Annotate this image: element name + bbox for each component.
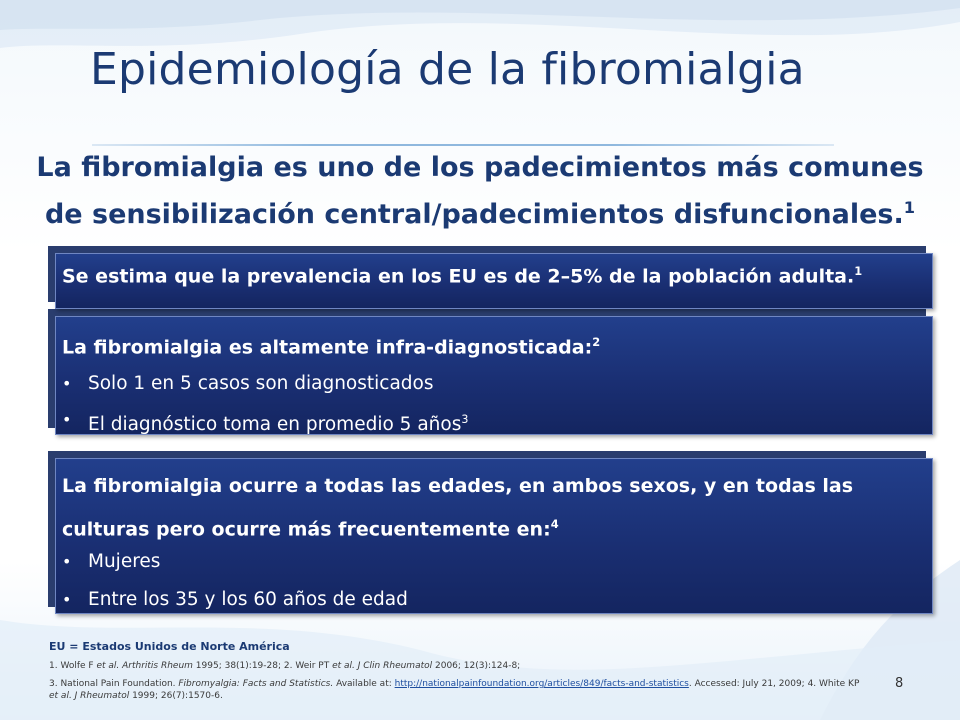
underdiagnosis-list: [62, 366, 468, 443]
list-item: [62, 581, 408, 619]
underdiagnosis-heading-text: La fibromialgia es altamente infra-diagnosticada:: [62, 336, 593, 359]
underdiagnosis-heading-ref: 2: [592, 335, 601, 349]
list-item-text: Solo 1 en 5 casos son diagnosticados: [88, 373, 434, 394]
ref-italic: Fibromyalgia: Facts and Statistics.: [178, 679, 334, 689]
list-item-text: Mujeres: [88, 551, 161, 572]
subtitle-ref: 1: [903, 198, 916, 217]
reference-link[interactable]: http://nationalpainfoundation.org/articles/849/facts-and-statistics: [394, 679, 689, 689]
demographics-heading-text: La fibromialgia ocurre a todas las edades, en ambos sexos, y en todas las culturas pero ocurre más frecuentemente en:: [62, 475, 854, 541]
ref-text: 2006; 12(3):124-8;: [432, 661, 521, 671]
list-item-text: El diagnóstico toma en promedio 5 años: [88, 414, 462, 436]
ref-text: 1995; 38(1):19-28; 2. Weir PT: [192, 661, 333, 671]
demographics-list: [62, 543, 408, 619]
list-item-ref: 3: [461, 413, 469, 426]
demographics-box: [55, 458, 933, 614]
title-divider: [92, 144, 834, 146]
underdiagnosis-heading: [62, 329, 922, 360]
reference-line: [49, 678, 869, 702]
list-item: [62, 543, 408, 581]
ref-italic: et al. J Rheumatol: [49, 691, 130, 701]
ref-text: 3. National Pain Foundation.: [49, 679, 179, 689]
ref-text: . Accessed: July 21, 2009; 4. White KP: [688, 679, 860, 689]
subtitle: [30, 148, 930, 235]
page-title: Epidemiología de la fibromialgia: [90, 44, 805, 95]
list-item: [62, 366, 468, 402]
ref-text: 1. Wolfe F: [49, 661, 97, 671]
demographics-heading-ref: 4: [550, 517, 559, 531]
prevalence-ref: 1: [854, 264, 863, 278]
page-number: 8: [895, 676, 904, 691]
subtitle-text: La fibromialgia es uno de los padecimientos más comunes de sensibilización central/padecimientos disfuncionales.: [36, 152, 924, 230]
prevalence-text-body: Se estima que la prevalencia en los EU es de 2–5% de la población adulta.: [62, 265, 855, 288]
list-item-text: Entre los 35 y los 60 años de edad: [88, 589, 408, 610]
footnotes: [49, 640, 869, 708]
demographics-heading: [62, 467, 922, 548]
list-item: [62, 402, 468, 443]
prevalence-text: [62, 259, 922, 288]
abbreviation-note: EU = Estados Unidos de Norte América: [49, 640, 290, 653]
ref-text: Available at:: [333, 679, 395, 689]
prevalence-box: [55, 253, 933, 309]
ref-italic: et al. J Clin Rheumatol: [332, 661, 433, 671]
ref-italic: et al. Arthritis Rheum: [96, 661, 193, 671]
underdiagnosis-box: [55, 316, 933, 435]
reference-line: [49, 660, 869, 672]
ref-text: 1999; 26(7):1570-6.: [129, 691, 223, 701]
